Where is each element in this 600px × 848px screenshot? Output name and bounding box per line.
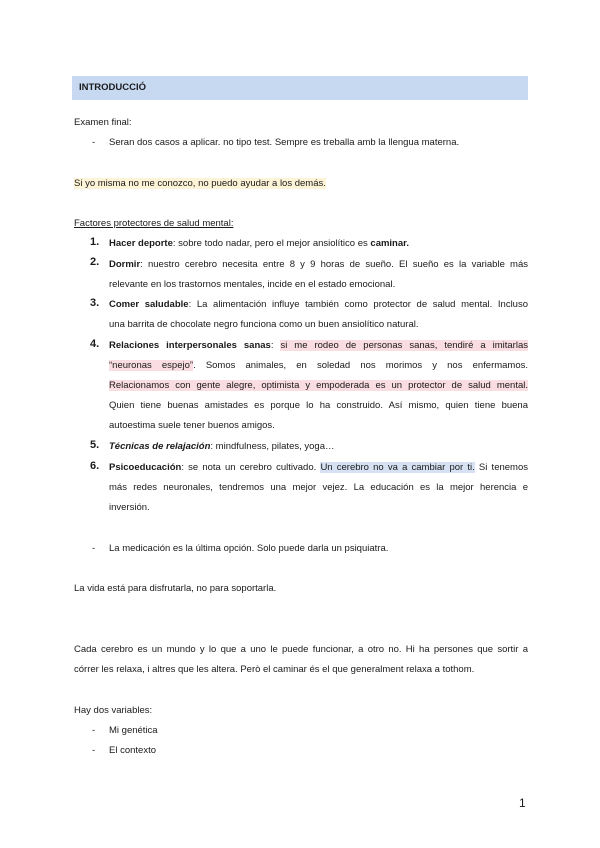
item-4-line-3 xyxy=(109,379,528,392)
page-number: 1 xyxy=(519,796,526,810)
item-title: Psicoeducación xyxy=(109,462,182,473)
section-header xyxy=(72,76,528,100)
item-text: : nuestro cerebro necesita entre 8 y 9 horas de sueño. El sueño es la variable más xyxy=(140,259,528,270)
item-number: 5. xyxy=(90,439,100,451)
variables-label: Hay dos variables: xyxy=(74,705,153,716)
item-3-line-1 xyxy=(109,298,528,311)
item-4-line-5: autoestima suele tener buenos amigos. xyxy=(109,420,275,431)
item-6-line-3: inversión. xyxy=(109,502,150,513)
item-4-line-4: Quien tiene buenas amistades es porque lo ha construido. Así mismo, quien tiene buena xyxy=(109,400,528,411)
item-4-line-1 xyxy=(109,339,528,352)
section-title: INTRODUCCIÓ xyxy=(79,82,147,93)
item-text: : sobre todo nadar, pero el mejor ansiolítico es xyxy=(172,238,371,249)
exam-label: Examen final: xyxy=(74,117,132,128)
item-text: : mindfulness, pilates, yoga… xyxy=(210,441,335,452)
item-6-line-2: más redes neuronales, tendremos una mejor vejez. La educación es la mejor herencia e xyxy=(109,482,528,493)
item-text: Si tenemos xyxy=(474,462,528,473)
item-3-line-2: una barrita de chocolate negro funciona como un buen ansiolítico natural. xyxy=(109,319,419,330)
item-number: 1. xyxy=(90,236,100,248)
item-number: 3. xyxy=(90,297,100,309)
highlight-blue: Un cerebro no va a cambiar por ti. xyxy=(320,462,475,473)
item-text: . Somos animales, en soledad nos morimos y nos enfermamos. xyxy=(193,360,529,371)
medication-text: La medicación es la última opción. Solo puede darla un psiquiatra. xyxy=(109,543,389,554)
item-title: Técnicas de relajación xyxy=(109,441,211,452)
item-number: 4. xyxy=(90,338,100,350)
item-6-line-1 xyxy=(109,461,528,474)
medication-bullet: - xyxy=(92,543,96,554)
variable-item: El contexto xyxy=(109,745,156,756)
item-text-bold: caminar. xyxy=(370,238,409,249)
life-quote: La vida está para disfrutarla, no para soportarla. xyxy=(74,583,277,594)
item-title: Dormir xyxy=(109,259,141,270)
item-2-line-2: relevante en los trastornos mentales, incide en el estado emocional. xyxy=(109,279,396,290)
item-title: Comer saludable xyxy=(109,299,189,310)
variable-item: Mi genética xyxy=(109,725,158,736)
variable-bullet: - xyxy=(92,745,96,756)
quote-line xyxy=(74,177,326,190)
exam-text: Seran dos casos a aplicar. no tipo test. Sempre es treballa amb la llengua materna. xyxy=(109,137,460,148)
variable-bullet: - xyxy=(92,725,96,736)
highlight-pink: si me rodeo de personas sanas, tendiré a imitarlas xyxy=(280,340,528,351)
highlight-pink: Relacionamos con gente alegre, optimista y empoderada es un protector de salud mental. xyxy=(109,380,528,391)
item-4-line-2 xyxy=(109,359,528,372)
item-title: Hacer deporte xyxy=(109,238,173,249)
item-title: Relaciones interpersonales sanas xyxy=(109,340,271,351)
item-number: 2. xyxy=(90,256,100,268)
highlight-pink: “neuronas espejo” xyxy=(109,360,194,371)
item-5-line xyxy=(109,440,334,453)
item-1-line xyxy=(109,237,409,250)
brain-line-2: córrer les relaxa, i altres que les altera. Però el caminar és el que generalment relaxa a tothom. xyxy=(74,664,475,675)
item-text: : La alimentación influye también como protector de salud mental. Incluso xyxy=(188,299,528,310)
exam-bullet: - xyxy=(92,137,96,148)
item-number: 6. xyxy=(90,460,100,472)
item-text: : xyxy=(270,340,281,351)
brain-line-1: Cada cerebro es un mundo y lo que a uno le puede funcionar, a otro no. Hi ha persones que sortir a xyxy=(74,644,528,655)
quote-highlight: Si yo misma no me conozco, no puedo ayudar a los demás. xyxy=(74,178,326,189)
item-2-line-1 xyxy=(109,258,528,271)
factors-heading: Factores protectores de salud mental: xyxy=(74,218,234,229)
item-text: : se nota un cerebro cultivado. xyxy=(181,462,321,473)
